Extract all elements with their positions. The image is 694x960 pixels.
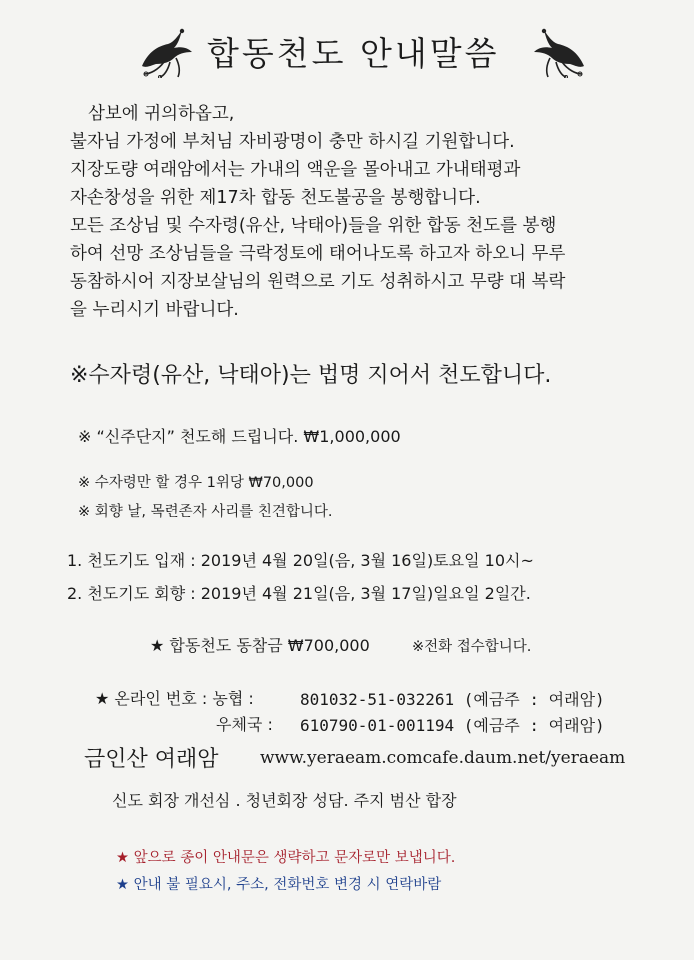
naming-notice: ※수자령(유산, 낙태아)는 법명 지어서 천도합니다. [70,363,552,388]
phoenix-emblem-right-icon [530,22,592,78]
sujaryeong-fee: ※ 수자령만 할 경우 1위당 ₩70,000 [78,475,314,491]
intro-line: 동참하시어 지장보살님의 원력으로 기도 성취하시고 무량 대 복락 [70,272,566,292]
page-title: 합동천도 안내말씀 [207,34,500,73]
fee-label: ★ 합동천도 동참금 ₩700,000 [150,636,370,655]
phoenix-emblem-left-icon [134,22,196,78]
schedule-start: 1. 천도기도 입재 : 2019년 4월 20일(음, 3월 16일)토요일 10시~ [67,551,534,570]
intro-paragraph [70,100,660,324]
nh-account-number: 801032-51-032261 (예금주 : 여래암) [300,690,605,709]
temple-urls: www.yeraeam.comcafe.daum.net/yeraeam [260,748,626,768]
header [0,22,694,78]
post-account-label: 우체국 : [216,715,273,734]
footer-red-note: ★ 앞으로 종이 안내문은 생략하고 문자로만 보냅니다. [116,850,456,866]
post-account-number: 610790-01-001194 (예금주 : 여래암) [300,716,605,735]
intro-line: 자손창성을 위한 제17차 합동 천도불공을 봉행합니다. [70,188,481,208]
hoehyang-notice: ※ 회향 날, 목련존자 사리를 친견합니다. [78,504,333,520]
officers-signature: 신도 회장 개선심 . 청년회장 성담. 주지 범산 합장 [112,791,457,810]
intro-line: 하여 선망 조상님들을 극락정토에 태어나도록 하고자 하오니 무루 [70,244,566,264]
intro-line: 불자님 가정에 부처님 자비광명이 충만 하시길 기원합니다. [70,132,515,152]
phone-notice: ※전화 접수합니다. [412,639,532,655]
sinju-offer: ※ “신주단지” 천도해 드립니다. ₩1,000,000 [78,427,401,446]
temple-name: 금인산 여래암 [84,747,219,772]
intro-line: 지장도량 여래암에서는 가내의 액운을 몰아내고 가내태평과 [70,160,521,180]
intro-line: 모든 조상님 및 수자령(유산, 낙태아)들을 위한 합동 천도를 봉행 [70,216,557,236]
footer-blue-note: ★ 안내 불 필요시, 주소, 전화번호 변경 시 연락바람 [116,877,442,893]
online-account-label: ★ 온라인 번호 : 농협 : [95,689,254,708]
intro-line: 삼보에 귀의하옵고, [88,104,235,124]
schedule-end: 2. 천도기도 회향 : 2019년 4월 21일(음, 3월 17일)일요일 2일간. [67,584,531,603]
intro-line: 을 누리시기 바랍니다. [70,300,239,320]
